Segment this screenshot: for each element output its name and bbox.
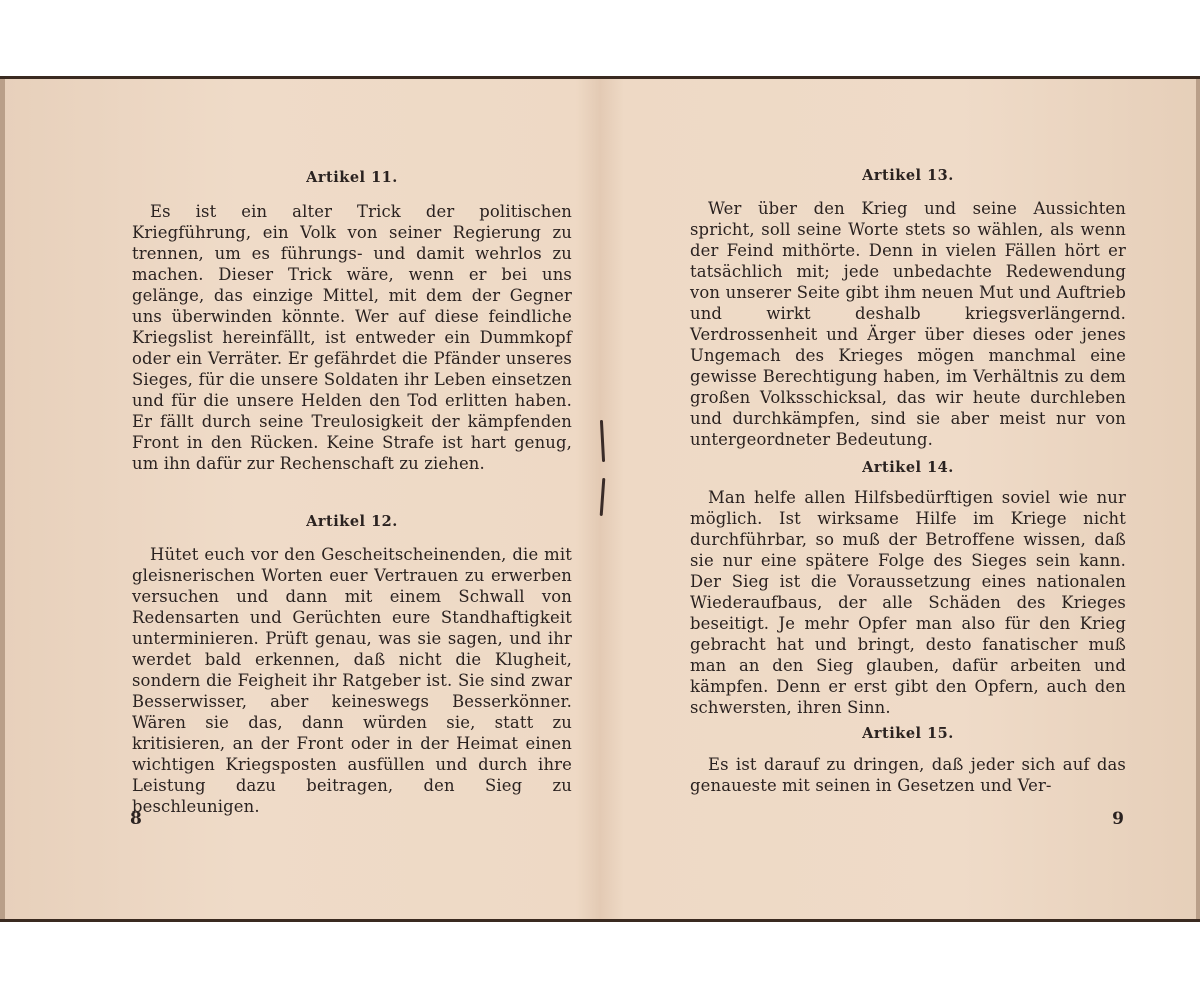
staple-bottom [600,478,606,516]
article-13-text: Wer über den Krieg und seine Aussichten spricht, soll seine Worte stets so wählen, als wenn der Feind mithörte. Denn in vielen Fällen hört er tatsächlich mit; jede unbedachte Redewendung von unserer Seite gibt ihm neuen Mut und Auftrieb und wirkt deshalb kriegsverlängernd. Verdrossenheit und Ärger über dieses oder jenes Ungemach des Krieges mögen manchmal eine gewisse Berechtigung haben, im Verhältnis zu dem großen Volksschicksal, das wir heute durchleben und durchkämpfen, sind sie aber meist nur von untergeordneter Bedeutung. [690,199,1126,449]
page-number-left: 8 [130,809,142,829]
article-13-heading: Artikel 13. [862,167,954,184]
booklet-spread [0,76,1200,922]
article-11-heading: Artikel 11. [306,169,398,186]
article-14-heading: Artikel 14. [862,459,954,476]
page-edge-right [1196,79,1200,919]
page-number-right: 9 [1112,809,1124,829]
article-15-text: Es ist darauf zu dringen, daß jeder sich auf das genaueste mit seinen in Gesetzen und Ver- [690,755,1126,795]
article-15-heading: Artikel 15. [862,725,954,742]
article-11-text: Es ist ein alter Trick der politischen Kriegführung, ein Volk von seiner Regierung zu trennen, um es führungs- und damit wehrlos zu machen. Dieser Trick wäre, wenn er bei uns gelänge, das einzige Mittel, mit dem der Gegner uns überwinden könnte. Wer auf diese feindliche Kriegslist hereinfällt, ist entweder ein Dummkopf oder ein Verräter. Er gefährdet die Pfänder unseres Sieges, für die unsere Soldaten ihr Leben einsetzen und für die unsere Helden den Tod erlitten haben. Er fällt durch seine Treulosigkeit der kämpfenden Front in den Rücken. Keine Strafe ist hart genug, um ihn dafür zur Rechenschaft zu ziehen. [132,202,572,473]
article-14-text: Man helfe allen Hilfsbedürftigen soviel wie nur möglich. Ist wirksame Hilfe im Kriege nicht durchführbar, so muß der Betroffene wissen, daß sie nur eine spätere Folge des Sieges sein kann. Der Sieg ist die Voraussetzung eines nationalen Wiederaufbaus, der alle Schäden des Krieges beseitigt. Je mehr Opfer man also für den Krieg gebracht hat und bringt, desto fanatischer muß man an den Sieg glauben, dafür arbeiten und kämpfen. Denn er erst gibt den Opfern, auch den schwersten, ihren Sinn. [690,488,1126,717]
staple-top [600,420,605,462]
page-edge-left [0,79,5,919]
article-12-text: Hütet euch vor den Gescheitscheinenden, die mit gleisnerischen Worten euer Vertrauen zu erwerben versuchen und dann mit einem Schwall von Redensarten und Gerüchten eure Standhaftigkeit unterminieren. Prüft genau, was sie sagen, und ihr werdet bald erkennen, daß nicht die Klugheit, sondern die Feigheit ihr Ratgeber ist. Sie sind zwar Besserwisser, aber keineswegs Besserkönner. Wären sie das, dann würden sie, statt zu kritisieren, an der Front oder in der Heimat einen wichtigen Kriegsposten ausfüllen und durch ihre Leistung dazu beitragen, den Sieg zu beschleunigen. [132,545,572,816]
article-12-heading: Artikel 12. [306,513,398,530]
